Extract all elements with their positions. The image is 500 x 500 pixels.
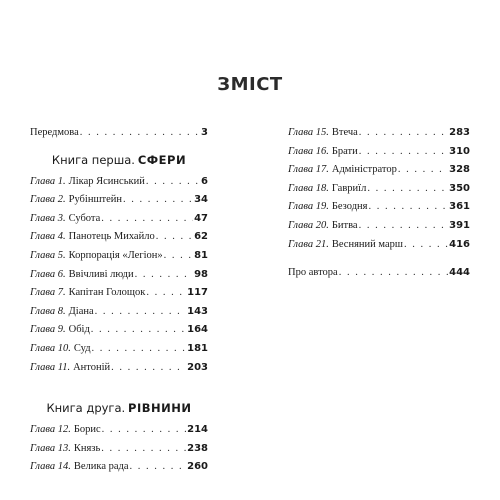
entry-title: Битва xyxy=(331,219,358,231)
chapter-label: Глава 15. xyxy=(288,127,329,138)
dot-leader xyxy=(359,124,448,143)
chapter-label: Глава 20. xyxy=(288,219,329,231)
entry-page: 164 xyxy=(187,324,208,336)
dot-leader xyxy=(359,217,449,236)
toc-entry-chapter xyxy=(30,359,208,378)
entry-page: 3 xyxy=(201,127,208,138)
chapter-label: Глава 6. xyxy=(30,268,66,280)
toc-entry-chapter xyxy=(30,284,208,303)
entry-page: 143 xyxy=(187,305,208,317)
chapter-label: Глава 13. xyxy=(30,442,71,454)
dot-leader xyxy=(111,359,186,378)
toc-entry-chapter xyxy=(30,303,208,322)
dot-leader xyxy=(101,210,193,229)
toc-entry-chapter xyxy=(30,266,208,285)
dot-leader xyxy=(398,161,448,180)
toc-entry-preface xyxy=(30,124,208,143)
toc-entry-chapter xyxy=(30,173,208,192)
entry-page: 350 xyxy=(449,182,470,194)
book-subtitle: СФЕРИ xyxy=(137,152,187,167)
dot-leader xyxy=(80,124,200,143)
dot-leader xyxy=(130,458,187,477)
entry-page: 283 xyxy=(449,127,470,138)
toc-right-column xyxy=(288,124,470,283)
chapter-label: Глава 10. xyxy=(30,342,71,354)
dot-leader xyxy=(92,340,187,359)
book-name: Книга друга. xyxy=(46,401,126,416)
dot-leader xyxy=(164,247,193,266)
dot-leader xyxy=(369,198,449,217)
entry-title: Адміністратор xyxy=(331,164,397,176)
entry-title: Рубінштейн xyxy=(68,194,123,206)
dot-leader xyxy=(146,173,200,192)
toc-entry-chapter xyxy=(30,191,208,210)
entry-title: Борис xyxy=(73,424,101,436)
dot-leader xyxy=(404,236,448,255)
entry-page: 6 xyxy=(201,175,208,187)
dot-leader xyxy=(359,143,448,162)
entry-page: 416 xyxy=(449,238,470,250)
chapter-label: Глава 16. xyxy=(288,145,329,157)
dot-leader xyxy=(91,321,186,340)
entry-title: Велика рада xyxy=(73,461,129,473)
entry-page: 62 xyxy=(194,231,208,243)
book-name: Книга перша. xyxy=(51,152,135,167)
dot-leader xyxy=(156,228,193,247)
dot-leader xyxy=(123,191,193,210)
entry-title: Ввічливі люди xyxy=(68,268,134,280)
book-heading-1 xyxy=(30,149,208,171)
entry-page: 98 xyxy=(194,268,208,280)
toc-entry-chapter xyxy=(288,124,470,143)
entry-title: Капітан Голощок xyxy=(68,287,146,299)
page-title: ЗМІСТ xyxy=(217,74,283,95)
dot-leader xyxy=(146,284,186,303)
entry-page: 310 xyxy=(449,145,470,157)
entry-page: 328 xyxy=(449,164,470,176)
book-heading-2 xyxy=(30,397,208,419)
book-subtitle: РІВНИНИ xyxy=(128,401,192,416)
chapter-label: Глава 21. xyxy=(288,238,329,250)
entry-title: Передмова xyxy=(30,127,79,138)
chapter-label: Глава 2. xyxy=(30,194,66,206)
dot-leader xyxy=(101,440,186,459)
chapter-label: Глава 1. xyxy=(30,175,66,187)
entry-title: Безодня xyxy=(331,201,368,213)
book2-chapter-list xyxy=(30,421,208,477)
chapter-label: Глава 5. xyxy=(30,249,66,261)
right-chapter-list xyxy=(288,124,470,254)
entry-page: 47 xyxy=(194,212,208,224)
entry-page: 81 xyxy=(194,249,208,261)
toc-entry-chapter xyxy=(30,440,208,459)
entry-title: Брати xyxy=(331,145,358,157)
toc-entry-chapter xyxy=(288,161,470,180)
entry-title: Гавриїл xyxy=(331,182,367,194)
entry-title: Панотець Михайло xyxy=(68,231,155,243)
entry-title: Суд xyxy=(73,342,91,354)
chapter-label: Глава 19. xyxy=(288,201,329,213)
toc-entry-about-author xyxy=(288,264,470,283)
chapter-label: Глава 4. xyxy=(30,231,66,243)
chapter-label: Глава 14. xyxy=(30,461,71,473)
dot-leader xyxy=(102,421,186,440)
entry-page: 361 xyxy=(449,201,470,213)
entry-title: Про автора xyxy=(288,267,338,279)
toc-entry-chapter xyxy=(30,421,208,440)
dot-leader xyxy=(95,303,186,322)
dot-leader xyxy=(135,266,193,285)
dot-leader xyxy=(367,180,448,199)
toc-entry-chapter xyxy=(30,321,208,340)
entry-page: 391 xyxy=(449,219,470,231)
chapter-label: Глава 7. xyxy=(30,287,66,299)
entry-title: Втеча xyxy=(331,127,358,138)
toc-entry-chapter xyxy=(288,198,470,217)
entry-page: 260 xyxy=(187,461,208,473)
entry-page: 444 xyxy=(449,267,470,279)
toc-entry-chapter xyxy=(288,236,470,255)
book1-chapter-list xyxy=(30,173,208,378)
entry-page: 117 xyxy=(187,287,208,299)
toc-entry-chapter xyxy=(288,217,470,236)
toc-entry-chapter xyxy=(30,458,208,477)
toc-entry-chapter xyxy=(288,180,470,199)
chapter-label: Глава 18. xyxy=(288,182,329,194)
entry-title: Лікар Ясинський xyxy=(68,175,145,187)
chapter-label: Глава 8. xyxy=(30,305,66,317)
entry-page: 203 xyxy=(187,361,208,373)
entry-title: Обід xyxy=(68,324,90,336)
toc-left-column xyxy=(30,124,208,477)
entry-title: Корпорація «Легіон» xyxy=(68,249,163,261)
entry-title: Антоній xyxy=(73,361,111,373)
entry-title: Діана xyxy=(68,305,94,317)
toc-entry-chapter xyxy=(288,143,470,162)
entry-title: Князь xyxy=(73,442,101,454)
entry-page: 34 xyxy=(194,194,208,206)
chapter-label: Глава 12. xyxy=(30,424,71,436)
dot-leader xyxy=(339,264,448,283)
chapter-label: Глава 3. xyxy=(30,212,66,224)
toc-entry-chapter xyxy=(30,210,208,229)
entry-page: 214 xyxy=(187,424,208,436)
toc-entry-chapter xyxy=(30,228,208,247)
toc-entry-chapter xyxy=(30,340,208,359)
chapter-label: Глава 17. xyxy=(288,164,329,176)
chapter-label: Глава 11. xyxy=(30,361,71,373)
entry-title: Весняний марш xyxy=(331,238,403,250)
entry-title: Субота xyxy=(68,212,101,224)
toc-entry-chapter xyxy=(30,247,208,266)
chapter-label: Глава 9. xyxy=(30,324,66,336)
entry-page: 238 xyxy=(187,442,208,454)
entry-page: 181 xyxy=(187,342,208,354)
